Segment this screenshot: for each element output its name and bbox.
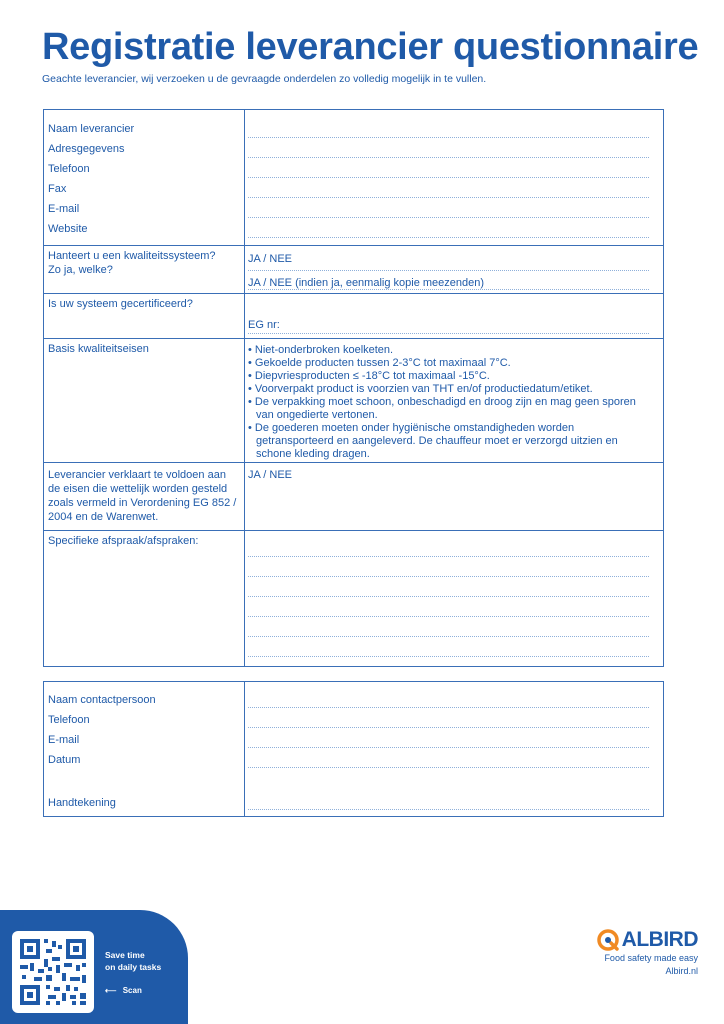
- requirement-item: • De verpakking moet schoon, onbeschadigd en droog zijn en mag geen sporen van ongedierte vertonen.: [248, 396, 636, 421]
- label-supplier-name: Naam leverancier: [48, 123, 135, 135]
- quality-requirements-row: [44, 338, 663, 462]
- declaration-label: Leverancier verklaart te voldoen aan de eisen die wettelijk worden gesteld zoals vermeld in Verordening EG 852 / 2004 en de Warenwet.: [44, 463, 245, 530]
- email-field[interactable]: [248, 198, 649, 218]
- contact-person-labels: [44, 682, 245, 816]
- website-field[interactable]: [248, 218, 649, 238]
- address-field[interactable]: [248, 138, 649, 158]
- agreements-row: [44, 530, 663, 666]
- label-signature: Handtekening: [48, 797, 116, 809]
- contact-person-table: [43, 681, 664, 817]
- phone-field[interactable]: [248, 158, 649, 178]
- arrow-left-icon: ⟵: [105, 986, 117, 995]
- quality-system-labels: [44, 246, 245, 293]
- fax-field[interactable]: [248, 178, 649, 198]
- signature-field[interactable]: [248, 768, 649, 810]
- declaration-answer[interactable]: JA / NEE: [248, 469, 293, 481]
- agreement-line[interactable]: [248, 577, 649, 597]
- supplier-name-field[interactable]: [248, 118, 649, 138]
- qr-promo-panel: [0, 910, 188, 1024]
- scan-label: Scan: [122, 986, 142, 995]
- date-field[interactable]: [248, 748, 649, 768]
- agreement-line[interactable]: [248, 617, 649, 637]
- quality-requirements-list: [245, 339, 663, 462]
- requirement-item: • Gekoelde producten tussen 2-3°C tot maximaal 7°C.: [248, 357, 511, 369]
- supplier-details-row: [44, 110, 663, 245]
- quality-system-answer-2[interactable]: JA / NEE (indien ja, eenmalig kopie meezenden): [248, 271, 649, 290]
- certification-answer: [245, 294, 663, 338]
- label-website: Website: [48, 223, 88, 235]
- brand-block: [597, 928, 698, 978]
- contact-phone-field[interactable]: [248, 708, 649, 728]
- quality-system-question: Hanteert u een kwaliteitssysteem?: [48, 250, 216, 262]
- certification-row: [44, 293, 663, 338]
- qr-promo-line-1: Save time: [105, 950, 145, 960]
- brand-website-link[interactable]: Albird.nl: [665, 966, 698, 976]
- agreements-label: Specifieke afspraak/afspraken:: [44, 531, 245, 666]
- agreement-line[interactable]: [248, 557, 649, 577]
- qr-promo-line-2: on daily tasks: [105, 962, 162, 972]
- page-subtitle: Geachte leverancier, wij verzoeken u de gevraagde onderdelen zo volledig mogelijk in te vullen.: [42, 73, 487, 85]
- supplier-details-labels: [44, 110, 245, 245]
- quality-system-row: [44, 245, 663, 293]
- brand-tagline: Food safety made easy: [604, 953, 698, 963]
- qr-code[interactable]: [12, 931, 94, 1013]
- albird-logo-icon: [597, 929, 619, 951]
- label-address: Adresgegevens: [48, 143, 125, 155]
- label-date: Datum: [48, 754, 81, 766]
- quality-system-which: Zo ja, welke?: [48, 264, 113, 276]
- quality-requirements-label: Basis kwaliteitseisen: [44, 339, 245, 462]
- brand-name: ALBIRD: [621, 928, 698, 951]
- brand-logo[interactable]: [597, 928, 698, 952]
- contact-person-row: [44, 682, 663, 816]
- agreement-line[interactable]: [248, 537, 649, 557]
- certification-question: Is uw systeem gecertificeerd?: [44, 294, 245, 338]
- label-contact-email: E-mail: [48, 734, 80, 746]
- label-fax: Fax: [48, 183, 67, 195]
- requirement-item: • Voorverpakt product is voorzien van THT en/of productiedatum/etiket.: [248, 383, 593, 395]
- eg-number-field[interactable]: EG nr:: [248, 318, 649, 334]
- contact-person-fields: [245, 682, 663, 816]
- quality-system-answer-1[interactable]: JA / NEE: [248, 252, 649, 271]
- supplier-form-table: [43, 109, 664, 667]
- qr-code-icon: [12, 931, 94, 1013]
- page-title: Registratie leverancier questionnaire: [42, 26, 699, 68]
- declaration-row: [44, 462, 663, 530]
- agreements-fields: [245, 531, 663, 666]
- label-email: E-mail: [48, 203, 80, 215]
- requirement-item: • Diepvriesproducten ≤ -18°C tot maximaal -15°C.: [248, 370, 490, 382]
- contact-name-field[interactable]: [248, 688, 649, 708]
- supplier-details-fields: [245, 110, 663, 245]
- agreement-line[interactable]: [248, 597, 649, 617]
- requirement-item: • Niet-onderbroken koelketen.: [248, 344, 394, 356]
- label-contact-phone: Telefoon: [48, 714, 90, 726]
- scan-hint: [105, 986, 142, 995]
- quality-system-answers: [245, 246, 663, 293]
- requirement-item: • De goederen moeten onder hygiënische omstandigheden worden getransporteerd en aangeleverd. De chauffeur moet er verzorgd uitzien en schone kleding dragen.: [248, 422, 618, 460]
- agreement-line[interactable]: [248, 637, 649, 657]
- contact-email-field[interactable]: [248, 728, 649, 748]
- qr-promo-text: [105, 949, 161, 973]
- label-contact-name: Naam contactpersoon: [48, 694, 156, 706]
- label-phone: Telefoon: [48, 163, 90, 175]
